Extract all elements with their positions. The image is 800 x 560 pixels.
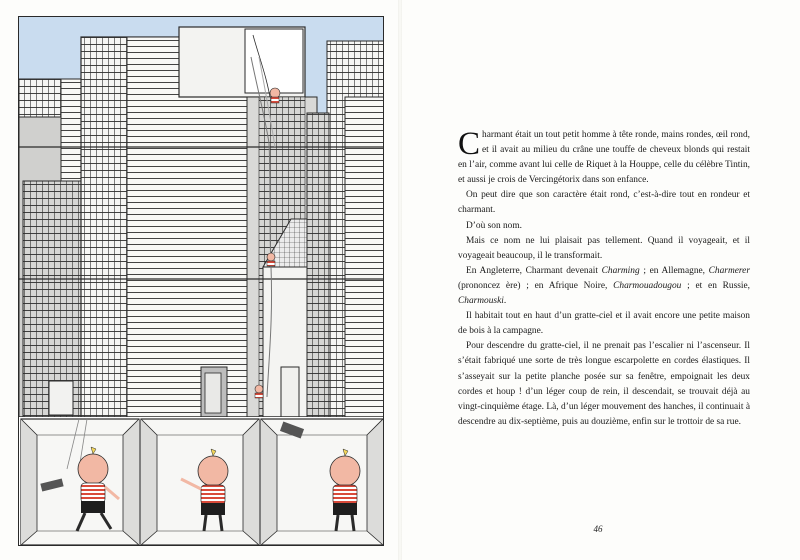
paragraph: Mais ce nom ne lui plaisait pas tellement. Quand il voyageait, et il voyageait beaucoup, il le transformait. <box>458 235 750 261</box>
paragraph: Pour descendre du gratte-ciel, il ne prenait pas l’escalier ni l’ascenseur. Il s’était fabriqué une sorte de très longue escarpolette en cordes élastiques. Il s’asseyait sur la petite planche posée sur sa fenêtre, empoignait les deux cordes et houp ! d’un léger coup de rein, il descendait, se trouvait déjà au vingt-cinquième étage. Là, d’un léger mouvement des hanches, il continuait à descendre au dix-septième, puis au douzième, enfin sur le trottoir de sa rue. <box>458 341 750 427</box>
text-page <box>458 128 750 430</box>
charmant-figure-middle <box>267 253 275 266</box>
book-gutter <box>398 0 402 560</box>
comic-panel-2 <box>141 419 259 545</box>
comic-panel-1 <box>21 419 139 545</box>
paragraph: Il habitait tout en haut d’un gratte-ciel et il avait encore une petite maison de bois à la campagne. <box>458 311 750 337</box>
paragraph-intro: Charmant était un tout petit homme à tête ronde, mains rondes, œil rond, et il avait au milieu du crâne une touffe de cheveux blonds qui restait en l’air, comme avant lui celle de Riquet à la Houppe, celle du célèbre Tintin, et aussi je crois de Vercingétorix dans son enfance. <box>458 126 750 186</box>
comic-panel-3 <box>261 419 383 545</box>
dropcap: C <box>458 126 481 162</box>
building-top-window <box>179 27 305 103</box>
charmant-figure-low <box>255 385 263 398</box>
paragraph-names: En Angleterre, Charmant devenait Charming ; en Allemagne, Charmerer (prononcez ère) ; en Afrique Noire, Charmouadougou ; et en Russie, Charmouski. <box>458 265 750 307</box>
paragraph: On peut dire que son caractère était rond, c’est-à-dire tout en rondeur et charmant. <box>458 190 750 216</box>
skyscraper-illustration <box>18 16 384 546</box>
charmant-figure-top <box>270 88 280 103</box>
paragraph: D’où son nom. <box>466 220 522 231</box>
page-number: 46 <box>593 524 603 534</box>
